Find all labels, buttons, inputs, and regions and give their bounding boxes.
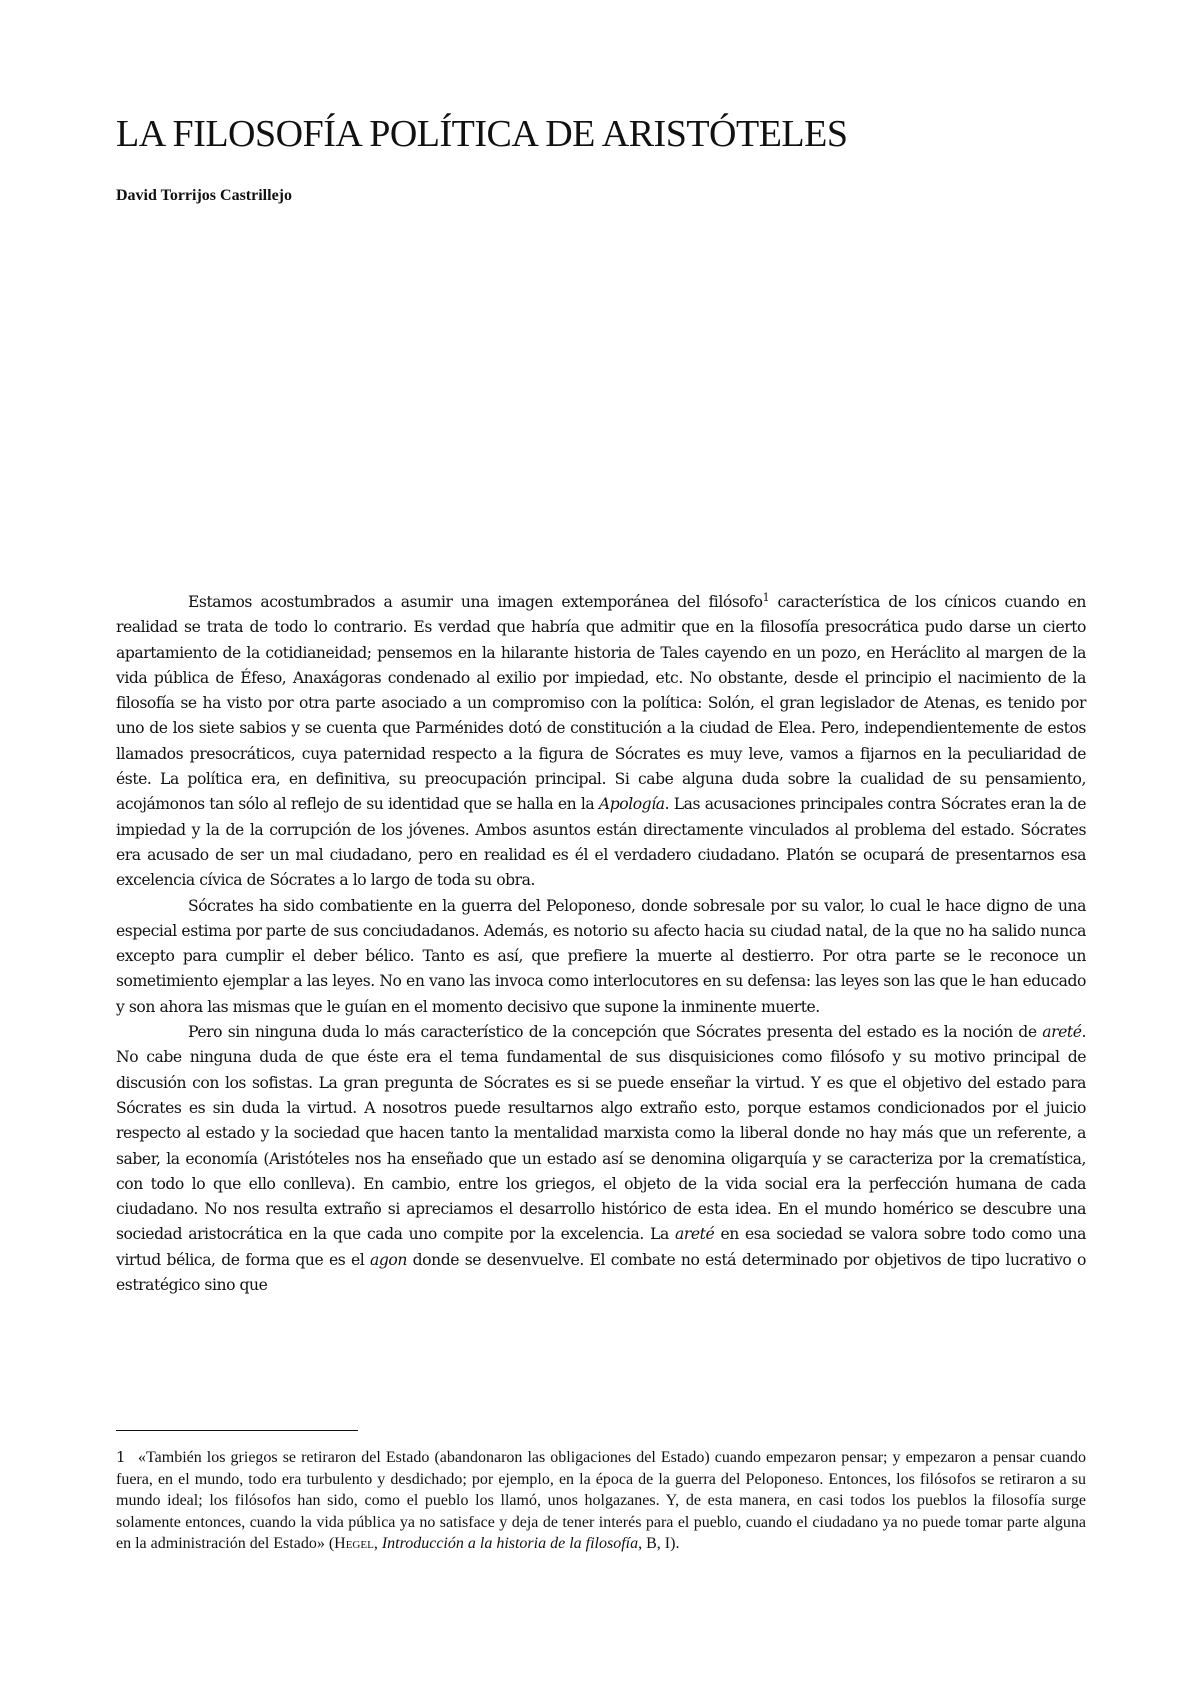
paragraph-1-text-c: . Las acusaciones principales contra Sócrates eran la de impiedad y la de la corrupción de los jóvenes. Ambos asuntos están directamente vinculados al problema del estado. Sócrates era acusado de ser un mal ciudadano, pero en realidad es él el verdadero ciudadano. Platón se ocupará de presentarnos esa excelencia cívica de Sócrates a lo largo de toda su obra. [116,795,1086,890]
italic-apologia: Apología [598,795,665,814]
italic-agon: agon [370,1250,407,1269]
paragraph-2: Sócrates ha sido combatiente en la guerra del Peloponeso, donde sobresale por su valor, lo cual le hace digno de una especial estima por parte de sus conciudadanos. Además, es notorio su afecto hacia su ciudad natal, de la que no ha salido nunca excepto para cumplir el deber bélico. Tanto es así, que prefiere la muerte al destierro. Por otra parte se le reconoce un sometimiento ejemplar a las leyes. No en vano las invoca como interlocutores en su defensa: las leyes son las que le han educado y son ahora las mismas que le guían en el momento decisivo que supone la inminente muerte. [116,896,1086,1016]
italic-arete-1: areté [1042,1023,1082,1042]
body-text [116,590,1086,1298]
italic-arete-2: areté [675,1225,715,1244]
paragraph-3 [116,1020,1086,1298]
paragraph-1 [116,590,1086,894]
footnote-work-title: Introducción a la historia de la filosofía [381,1535,639,1552]
paragraph-3-text-b: . No cabe ninguna duda de que éste era el tema fundamental de sus disquisiciones como filósofo y su motivo principal de discusión con los sofistas. La gran pregunta de Sócrates es si se puede enseñar la virtud. Y es que el objetivo del estado para Sócrates es sin duda la virtud. A nosotros puede resultarnos algo extraño esto, porque estamos condicionados por el juicio respecto al estado y la sociedad que hacen tanto la mentalidad marxista como la liberal donde no hay más que un referente, a saber, la economía (Aristóteles nos ha enseñado que un estado así se denomina oligarquía y se caracteriza por la crematística, con todo lo que ello conlleva). En cambio, entre los griegos, el objeto de la vida social era la perfección humana de cada ciudadano. No nos resulta extraño si apreciamos el desarrollo histórico de esta idea. En el mundo homérico se descubre una sociedad aristocrática en la que cada uno compite por la excelencia. La [116,1023,1086,1244]
footnote-paragraph [116,1447,1086,1555]
footnote-reference[interactable]: 1 [762,591,770,604]
footnote [116,1447,1086,1555]
paragraph-3-text-a: Pero sin ninguna duda lo más característico de la concepción que Sócrates presenta del estado es la noción de [188,1023,1043,1042]
footnote-author: Hegel [334,1535,374,1552]
document-title: LA FILOSOFÍA POLÍTICA DE ARISTÓTELES [116,113,848,155]
paragraph-1-text-a: Estamos acostumbrados a asumir una imagen extemporánea del filósofo [188,593,763,611]
paragraph-3-text-c: en esa sociedad se valora sobre todo como una virtud bélica, de forma que es el [116,1225,1086,1269]
footnote-separator-comma: , [373,1535,382,1552]
author-name: David Torrijos Castrillejo [116,187,292,204]
footnote-reference-tail: , B, I). [638,1535,680,1552]
paragraph-1-text-b: característica de los cínicos cuando en realidad se trata de todo lo contrario. Es verdad que habría que admitir que en la filosofía presocrática pudo darse un cierto apartamiento de la cotidianeidad; pensemos en la hilarante historia de Tales cayendo en un pozo, en Heráclito al margen de la vida pública de Éfeso, Anaxágoras condenado al exilio por impiedad, etc. No obstante, desde el principio el nacimiento de la filosofía se ha visto por otra parte asociado a un compromiso con la política: Solón, el gran legislador de Atenas, es tenido por uno de los siete sabios y se cuenta que Parménides dotó de constitución a la ciudad de Elea. Pero, independientemente de estos llamados presocráticos, cuya paternidad respecto a la figura de Sócrates es muy leve, vamos a fijarnos en la peculiaridad de éste. La política era, en definitiva, su preocupación principal. Si cabe alguna duda sobre la cualidad de su pensamiento, acojámonos tan sólo al reflejo de su identidad que se halla en la [116,593,1086,814]
footnote-separator [116,1430,358,1431]
footnote-text: «También los griegos se retiraron del Estado (abandonaron las obligaciones del Estado) cuando empezaron pensar; y empezaron a pensar cuando fuera, en el mundo, todo era turbulento y desdichado; por ejemplo, en la época de la guerra del Peloponeso. Entonces, los filósofos se retiraron a su mundo ideal; los filósofos han sido, como el pueblo los llamó, unos holgazanes. Y, de esta manera, en casi todos los pueblos la filosofía surge solamente entonces, cuando la vida pública ya no satisface y deja de tener interés para el pueblo, cuando el ciudadano ya no puede tomar parte alguna en la administración del Estado» ( [116,1449,1086,1552]
paragraph-3-text-d: donde se desenvuelve. El combate no está determinado por objetivos de tipo lucrativo o estratégico sino que [116,1250,1086,1295]
footnote-number: 1 [116,1448,126,1466]
